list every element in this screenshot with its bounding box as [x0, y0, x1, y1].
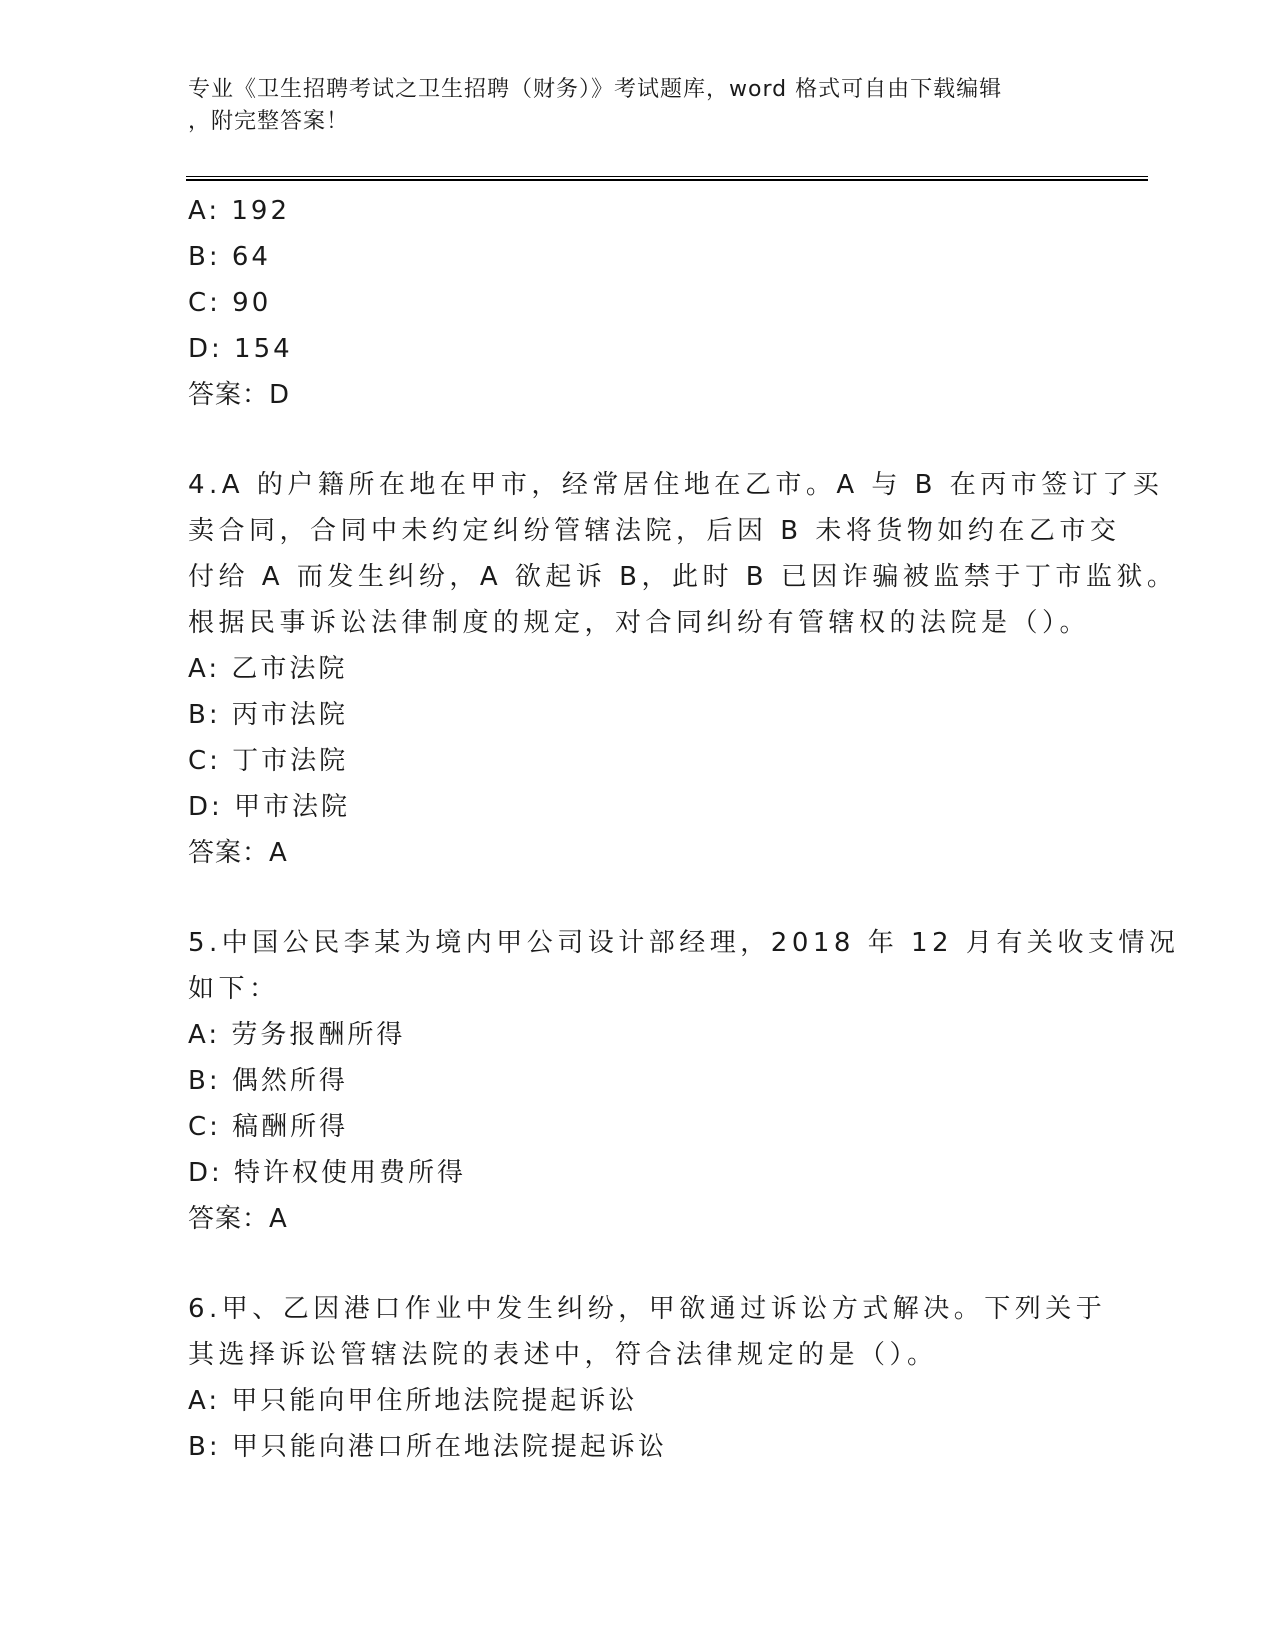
question-3	[188, 188, 1088, 418]
stem-line: 4.A 的户籍所在地在甲市，经常居住地在乙市。A 与 B 在丙市签订了买	[188, 470, 1164, 500]
option-d: D: 甲市法院	[188, 792, 351, 822]
answer: 答案：A	[188, 838, 288, 868]
spacer	[188, 418, 1088, 462]
option-b: B: 偶然所得	[188, 1066, 348, 1096]
question-6	[188, 1286, 1107, 1470]
option-a: A: 甲只能向甲住所地法院提起诉讼	[188, 1386, 638, 1416]
stem-line: 其选择诉讼管辖法院的表述中，符合法律规定的是（）。	[188, 1340, 938, 1370]
spacer	[188, 876, 1088, 920]
question-stem	[188, 920, 1180, 1012]
question-5	[188, 920, 1180, 1242]
question-stem	[188, 1286, 1107, 1378]
option-a: A: 乙市法院	[188, 654, 348, 684]
spacer	[188, 1242, 1088, 1286]
header-line-2: ，附完整答案！	[188, 109, 350, 134]
question-4	[188, 462, 1178, 876]
stem-line: 卖合同，合同中未约定纠纷管辖法院，后因 B 未将货物如约在乙市交	[188, 516, 1121, 546]
stem-line: 根据民事诉讼法律制度的规定，对合同纠纷有管辖权的法院是（）。	[188, 608, 1091, 638]
stem-line: 如下：	[188, 974, 280, 1004]
question-list	[188, 188, 1180, 1470]
stem-line: 5.中国公民李某为境内甲公司设计部经理，2018 年 12 月有关收支情况	[188, 928, 1180, 958]
option-c: C: 稿酬所得	[188, 1112, 349, 1142]
header-divider-thin	[186, 176, 1148, 177]
answer: 答案：A	[188, 1204, 288, 1234]
option-a: A: 192	[188, 196, 290, 226]
option-d: D: 154	[188, 334, 293, 364]
header-line-1: 专业《卫生招聘考试之卫生招聘（财务）》考试题库，word 格式可自由下载编辑	[188, 77, 1003, 102]
option-b: B: 甲只能向港口所在地法院提起诉讼	[188, 1432, 667, 1462]
document-header	[188, 74, 1068, 138]
question-stem	[188, 462, 1178, 646]
stem-line: 6.甲、乙因港口作业中发生纠纷，甲欲通过诉讼方式解决。下列关于	[188, 1294, 1107, 1324]
option-c: C: 丁市法院	[188, 746, 349, 776]
option-d: D: 特许权使用费所得	[188, 1158, 467, 1188]
answer: 答案：D	[188, 380, 291, 410]
stem-line: 付给 A 而发生纠纷，A 欲起诉 B，此时 B 已因诈骗被监禁于丁市监狱。	[188, 562, 1178, 592]
option-c: C: 90	[188, 288, 272, 318]
header-divider-thick	[186, 179, 1148, 181]
option-b: B: 丙市法院	[188, 700, 348, 730]
option-b: B: 64	[188, 242, 271, 272]
option-a: A: 劳务报酬所得	[188, 1020, 406, 1050]
